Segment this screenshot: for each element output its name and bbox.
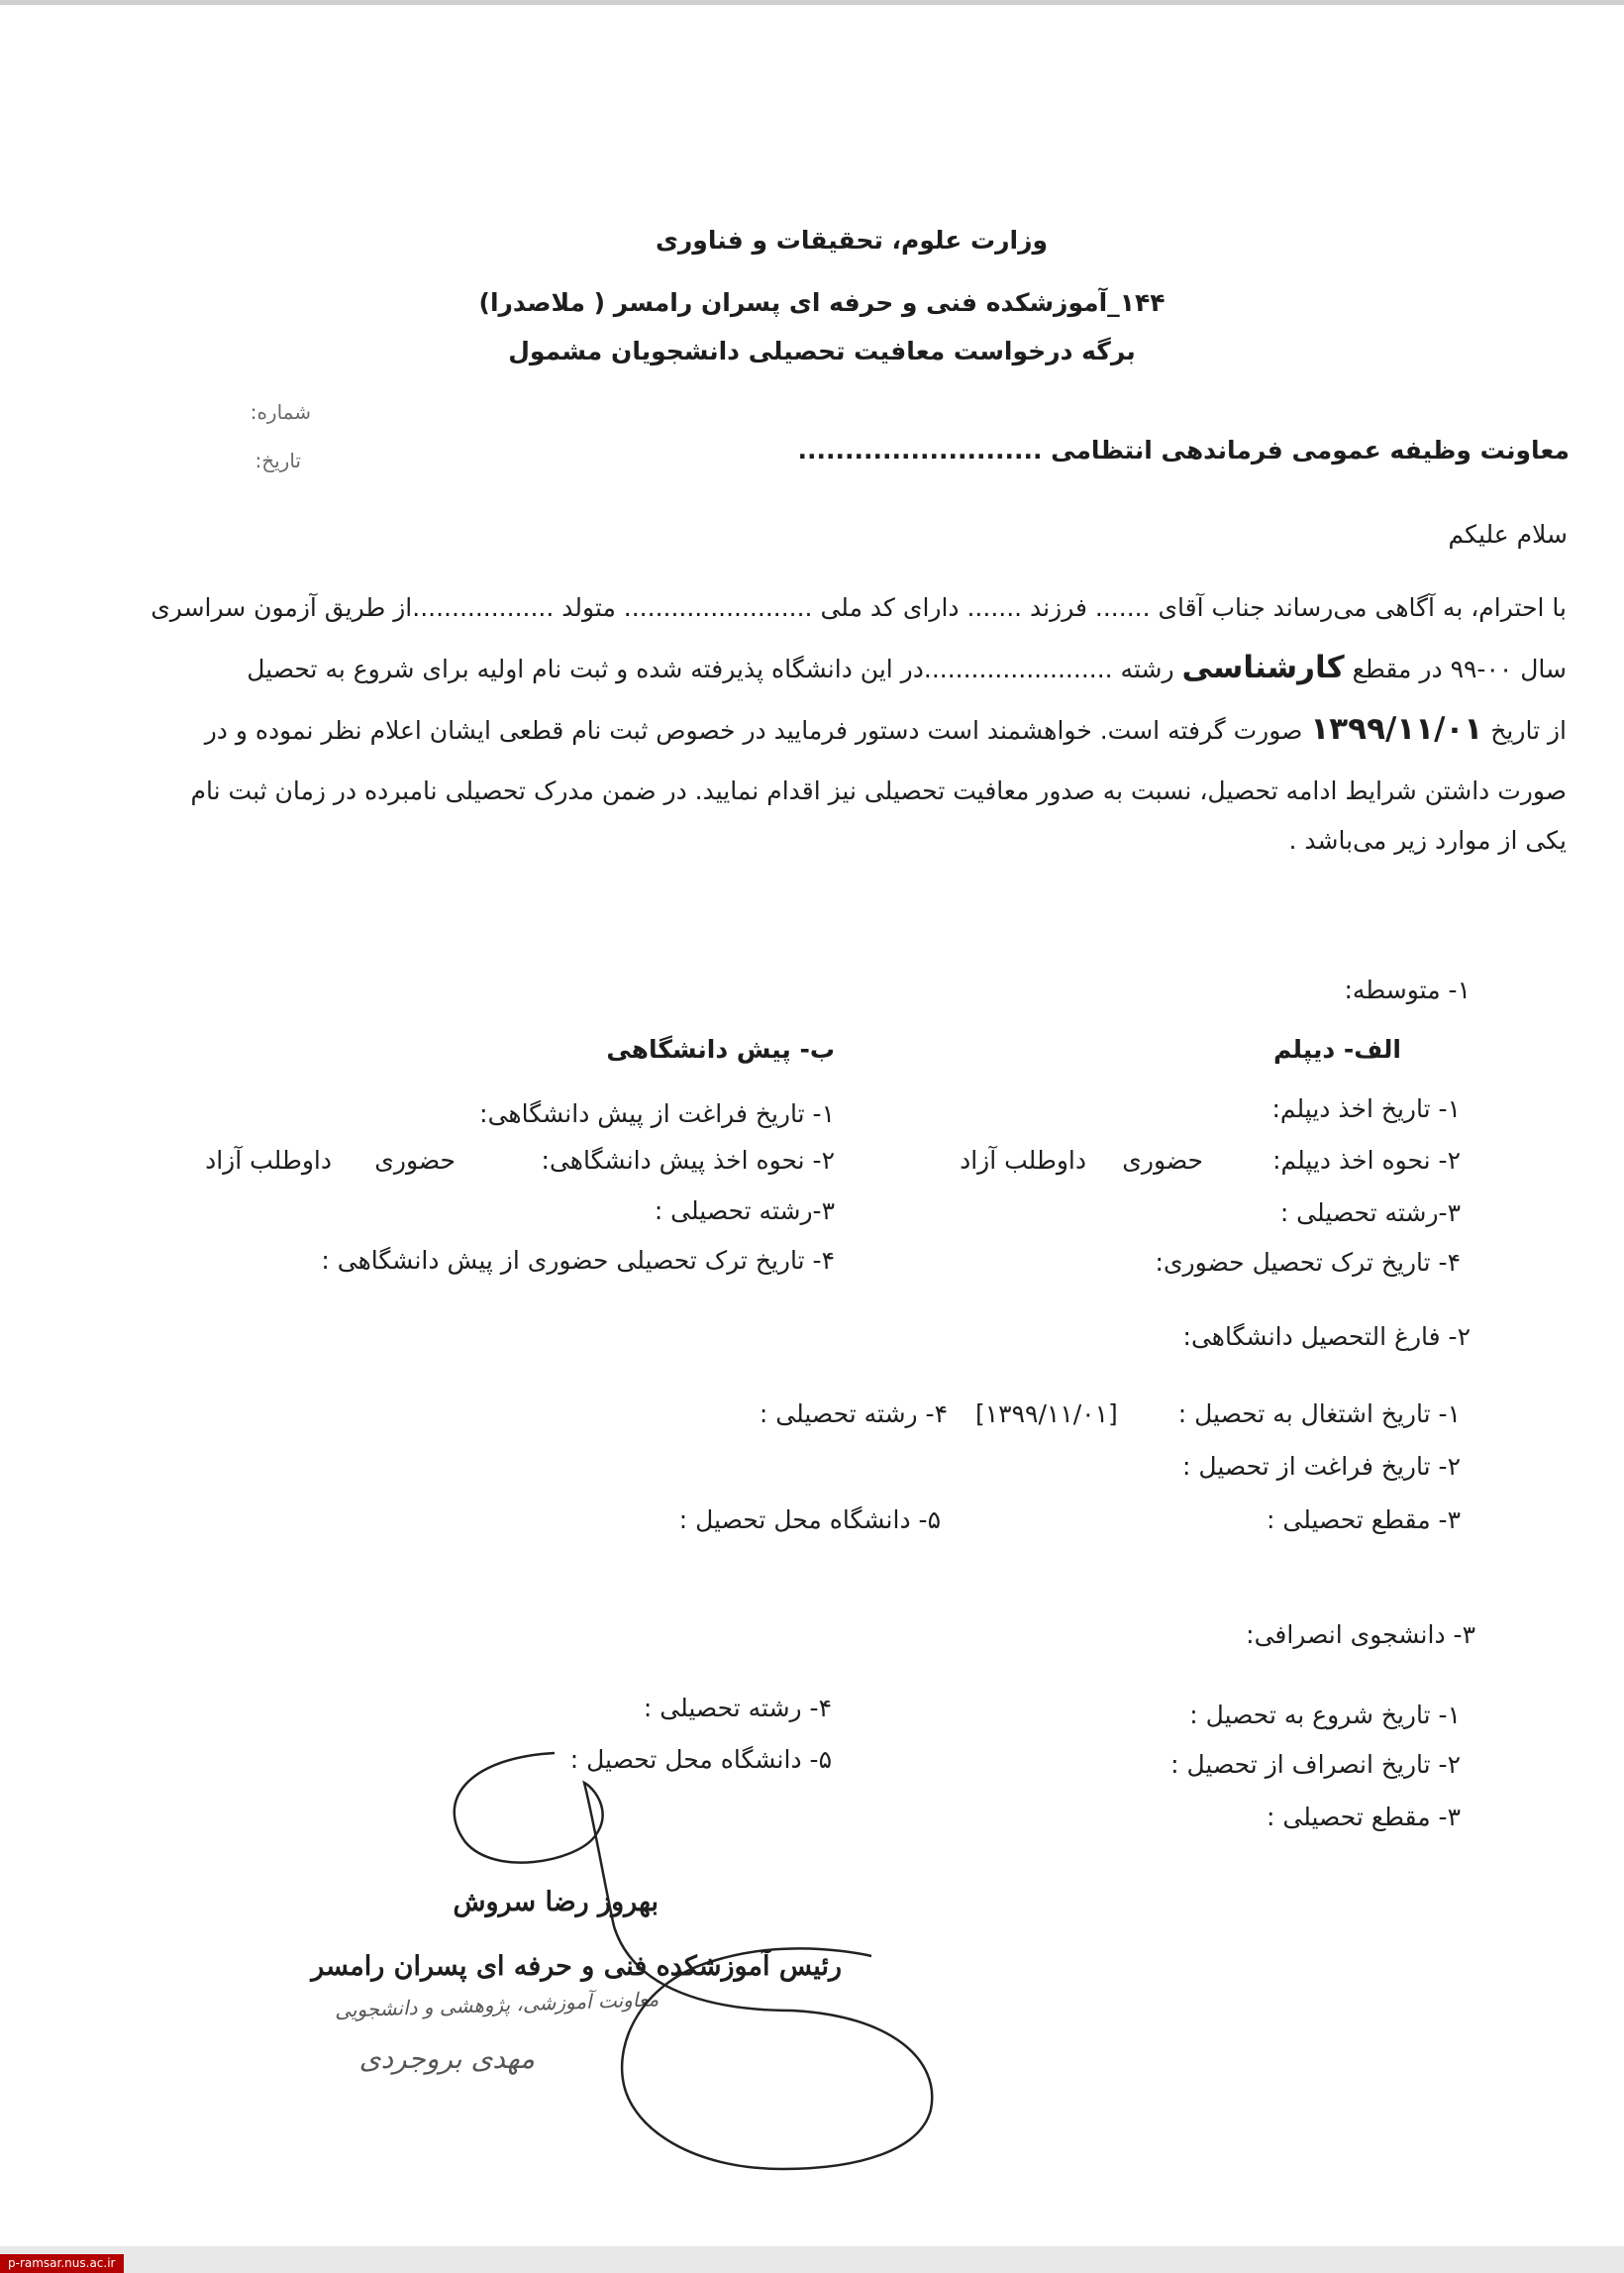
preuni-title: ب- پیش دانشگاهی <box>606 1035 835 1064</box>
watermark-link[interactable]: p-ramsar.nus.ac.ir <box>0 2254 124 2273</box>
diploma-option-attend: حضوری <box>1122 1146 1203 1175</box>
grad-item-5: ۵- دانشگاه محل تحصیل : <box>678 1505 941 1534</box>
withdrawn-item-2: ۲- تاریخ انصراف از تحصیل : <box>1170 1750 1461 1779</box>
grad-start-date: [۱۳۹۹/۱۱/۰۱] <box>975 1399 1118 1428</box>
grad-item-2: ۲- تاریخ فراغت از تحصیل : <box>1182 1452 1461 1481</box>
section1-title: ۱- متوسطه: <box>1344 976 1471 1004</box>
date-label: تاریخ: <box>254 449 301 472</box>
scan-edge <box>0 0 1624 5</box>
diploma-title: الف- دیپلم <box>1272 1035 1401 1064</box>
withdrawn-item-5: ۵- دانشگاه محل تحصیل : <box>569 1745 832 1774</box>
section2-title: ۲- فارغ التحصیل دانشگاهی: <box>1182 1322 1471 1351</box>
recipient-line: معاونت وظیفه عمومی فرماندهی انتظامی .......................... <box>797 436 1570 465</box>
body-line-3-rest: صورت گرفته است. خواهشمند است دستور فرمایید در خصوص ثبت نام قطعی ایشان اعلام نظر نموده و در <box>204 716 1303 745</box>
diploma-item-4: ۴- تاریخ ترک تحصیل حضوری: <box>1155 1248 1461 1277</box>
withdrawn-item-1: ۱- تاریخ شروع به تحصیل : <box>1189 1701 1461 1729</box>
signatory-name: بهروز رضا سروش <box>453 1887 659 1917</box>
withdrawn-item-3: ۳- مقطع تحصیلی : <box>1266 1803 1461 1831</box>
preuni-item-4: ۴- تاریخ ترک تحصیلی حضوری از پیش دانشگاهی : <box>321 1246 835 1275</box>
diploma-item-2: ۲- نحوه اخذ دیپلم: <box>1272 1146 1461 1175</box>
greeting: سلام علیکم <box>1448 520 1568 549</box>
from-date-label: از تاریخ <box>1490 716 1567 745</box>
grad-item-3: ۳- مقطع تحصیلی : <box>1266 1505 1461 1534</box>
signatory-title: رئیس آموزشکده فنی و حرفه ای پسران رامسر <box>311 1951 842 1982</box>
body-paragraph <box>51 577 1567 861</box>
preuni-item-3: ۳-رشته تحصیلی : <box>654 1196 835 1225</box>
scan-footer <box>0 2246 1624 2273</box>
grad-item-1: ۱- تاریخ اشتغال به تحصیل : <box>1177 1399 1461 1428</box>
preuni-item-2: ۲- نحوه اخذ پیش دانشگاهی: <box>541 1146 835 1175</box>
registration-date: ۱۳۹۹/۱۱/۰۱ <box>1310 711 1483 747</box>
degree-level: کارشناسی <box>1181 650 1345 685</box>
preuni-item-1: ۱- تاریخ فراغت از پیش دانشگاهی: <box>479 1099 835 1128</box>
preuni-option-free: داوطلب آزاد <box>205 1146 332 1175</box>
withdrawn-item-4: ۴- رشته تحصیلی : <box>643 1694 832 1722</box>
preuni-option-attend: حضوری <box>374 1146 456 1175</box>
form-title: برگه درخواست معافیت تحصیلی دانشجویان مشمول <box>508 337 1136 365</box>
deputy-title: معاونت آموزشی، پژوهشی و دانشجویی <box>334 1987 660 2022</box>
level-prefix: در مقطع <box>1352 655 1443 683</box>
deputy-name: مهدی بروجردی <box>358 2042 535 2075</box>
institute-title: ۱۴۴_آموزشکده فنی و حرفه ای پسران رامسر ( ملاصدرا) <box>478 288 1166 317</box>
year-text: سال ۰۰-۹۹ <box>1450 655 1567 683</box>
diploma-option-free: داوطلب آزاد <box>960 1146 1086 1175</box>
section3-title: ۳- دانشجوی انصرافی: <box>1246 1620 1475 1649</box>
ministry-title: وزارت علوم، تحقیقات و فناوری <box>655 226 1049 255</box>
field-text: رشته ........................در این دانشگاه پذیرفته شده و ثبت نام اولیه برای شروع به تحصیل <box>247 655 1174 683</box>
body-line-4: صورت داشتن شرایط ادامه تحصیل، نسبت به صدور معافیت تحصیلی نیز اقدام نمایید. در ضمن مدرک تحصیلی نامبرده در زمان ثبت نام <box>190 776 1567 805</box>
body-line-1: با احترام، به آگاهی می‌رساند جناب آقای ....... فرزند ....... دارای کد ملی ........................ متولد ..................از طریق آزمون سراسری <box>151 593 1567 622</box>
diploma-item-3: ۳-رشته تحصیلی : <box>1279 1198 1461 1227</box>
body-line-2 <box>51 638 1567 699</box>
body-line-5: یکی از موارد زیر می‌باشد . <box>1288 826 1567 855</box>
body-line-3 <box>51 699 1567 761</box>
diploma-item-1: ۱- تاریخ اخذ دیپلم: <box>1271 1094 1461 1123</box>
number-label: شماره: <box>250 400 311 424</box>
grad-item-4: ۴- رشته تحصیلی : <box>759 1399 948 1428</box>
